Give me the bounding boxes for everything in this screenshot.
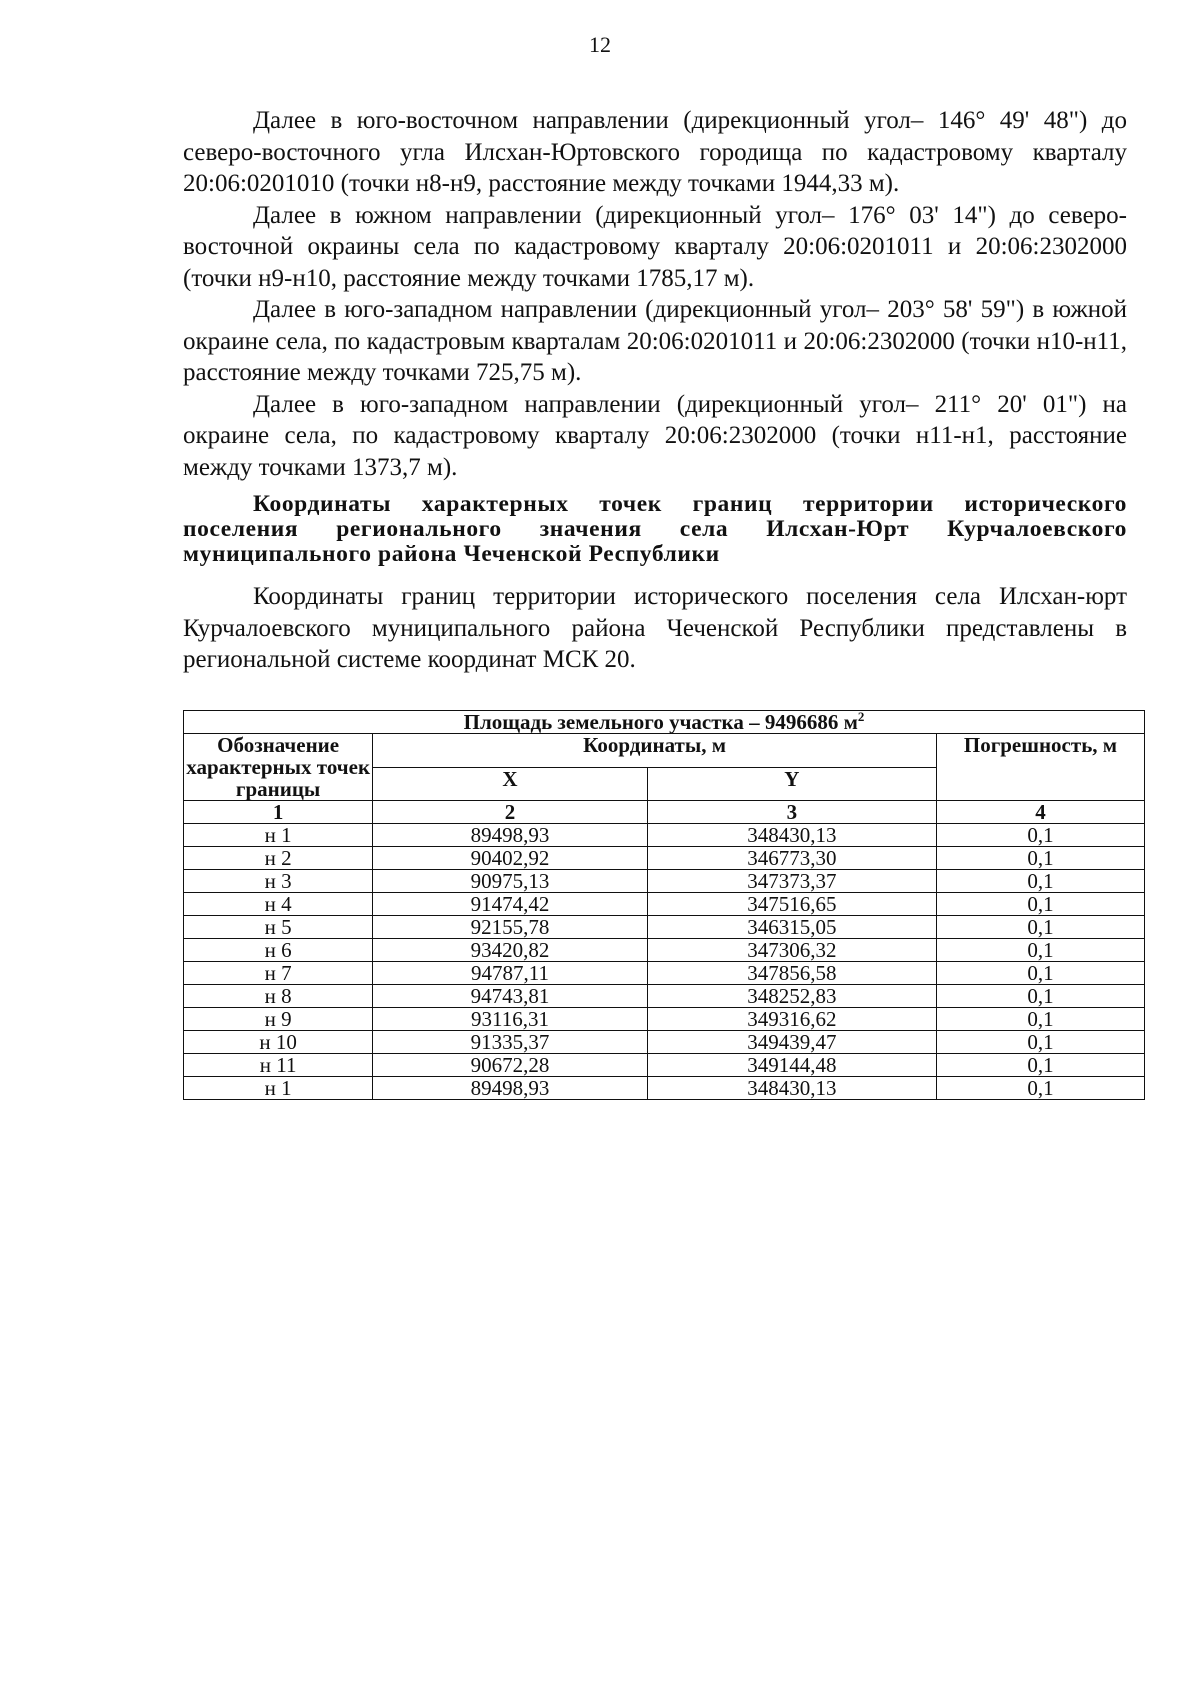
column-number-2: 2	[373, 801, 647, 824]
column-number-1: 1	[184, 801, 373, 824]
error-cell: 0,1	[936, 1008, 1144, 1031]
y-cell: 349144,48	[647, 1054, 936, 1077]
y-cell: 349316,62	[647, 1008, 936, 1031]
coordinates-table	[183, 710, 1145, 1100]
y-cell: 346773,30	[647, 847, 936, 870]
table-row	[184, 1031, 1145, 1054]
column-number-4: 4	[936, 801, 1144, 824]
point-column-header: Обозначение характерных точек границы	[184, 734, 373, 801]
point-cell: н 4	[184, 893, 373, 916]
intro-paragraph: Координаты границ территории исторического поселения села Илсхан-юрт Курчалоевского муниципального района Чеченской Республики представлены в региональной системе координат МСК 20.	[183, 583, 1127, 673]
error-cell: 0,1	[936, 916, 1144, 939]
error-cell: 0,1	[936, 824, 1144, 847]
paragraph-segment-n8-n9: Далее в юго-восточном направлении (дирекционный угол– 146° 49' 48") до северо-восточного угла Илсхан-Юртовского городища по кадастровому кварталу 20:06:0201010 (точки н8-н9, расстояние между точками 1944,33 м).	[183, 107, 1127, 197]
x-cell: 92155,78	[373, 916, 647, 939]
x-cell: 90402,92	[373, 847, 647, 870]
point-cell: н 7	[184, 962, 373, 985]
point-cell: н 11	[184, 1054, 373, 1077]
x-cell: 89498,93	[373, 1077, 647, 1100]
table-row	[184, 893, 1145, 916]
error-cell: 0,1	[936, 1077, 1144, 1100]
y-cell: 346315,05	[647, 916, 936, 939]
y-cell: 347516,65	[647, 893, 936, 916]
table-row	[184, 1054, 1145, 1077]
table-row	[184, 847, 1145, 870]
error-cell: 0,1	[936, 847, 1144, 870]
paragraph-segment-n11-n1: Далее в юго-западном направлении (дирекционный угол– 211° 20' 01") на окраине села, по кадастровому кварталу 20:06:2302000 (точки н11-н1, расстояние между точками 1373,7 м).	[183, 390, 1127, 481]
error-cell: 0,1	[936, 870, 1144, 893]
y-cell: 347373,37	[647, 870, 936, 893]
area-unit-superscript: 2	[857, 709, 865, 724]
x-cell: 93420,82	[373, 939, 647, 962]
table-row	[184, 870, 1145, 893]
point-cell: н 2	[184, 847, 373, 870]
x-cell: 93116,31	[373, 1008, 647, 1031]
error-cell: 0,1	[936, 962, 1144, 985]
x-cell: 94787,11	[373, 962, 647, 985]
area-header-cell	[184, 711, 1145, 734]
y-cell: 349439,47	[647, 1031, 936, 1054]
coordinates-column-header: Координаты, м	[373, 734, 937, 768]
x-cell: 90975,13	[373, 870, 647, 893]
paragraph-segment-n10-n11: Далее в юго-западном направлении (дирекционный угол– 203° 58' 59") в южной окраине села, по кадастровым кварталам 20:06:0201011 и 20:06:2302000 (точки н10-н11, расстояние между точками 725,75 м).	[183, 296, 1127, 386]
error-cell: 0,1	[936, 893, 1144, 916]
point-cell: н 9	[184, 1008, 373, 1031]
column-number-3: 3	[647, 801, 936, 824]
table-row	[184, 824, 1145, 847]
error-cell: 0,1	[936, 1031, 1144, 1054]
table-row	[184, 985, 1145, 1008]
y-cell: 348430,13	[647, 824, 936, 847]
y-cell: 347306,32	[647, 939, 936, 962]
point-cell: н 3	[184, 870, 373, 893]
x-cell: 90672,28	[373, 1054, 647, 1077]
page-number: 12	[589, 32, 611, 57]
point-cell: н 1	[184, 824, 373, 847]
y-cell: 347856,58	[647, 962, 936, 985]
section-heading: Координаты характерных точек границ территории исторического поселения регионального значения села Илсхан-Юрт Курчалоевского муниципального района Чеченской Республики	[183, 491, 1127, 567]
table-row	[184, 916, 1145, 939]
point-cell: н 8	[184, 985, 373, 1008]
y-column-header: Y	[647, 767, 936, 801]
error-cell: 0,1	[936, 939, 1144, 962]
y-cell: 348430,13	[647, 1077, 936, 1100]
point-cell: н 5	[184, 916, 373, 939]
x-cell: 89498,93	[373, 824, 647, 847]
error-cell: 0,1	[936, 985, 1144, 1008]
table-row	[184, 939, 1145, 962]
error-cell: 0,1	[936, 1054, 1144, 1077]
document-body	[183, 105, 1127, 676]
x-cell: 91335,37	[373, 1031, 647, 1054]
y-cell: 348252,83	[647, 985, 936, 1008]
point-cell: н 10	[184, 1031, 373, 1054]
error-column-header: Погрешность, м	[936, 734, 1144, 801]
point-cell: н 1	[184, 1077, 373, 1100]
x-column-header: X	[373, 767, 647, 801]
table-row	[184, 1077, 1145, 1100]
paragraph-segment-n9-n10: Далее в южном направлении (дирекционный угол– 176° 03' 14") до северо-восточной окраины села по кадастровому кварталу 20:06:0201011 и 20:06:2302000 (точки н9-н10, расстояние между точками 1785,17 м).	[183, 201, 1127, 292]
point-cell: н 6	[184, 939, 373, 962]
area-label: Площадь земельного участка – 9496686 м	[463, 710, 858, 734]
table-row	[184, 962, 1145, 985]
x-cell: 94743,81	[373, 985, 647, 1008]
x-cell: 91474,42	[373, 893, 647, 916]
table-row	[184, 1008, 1145, 1031]
